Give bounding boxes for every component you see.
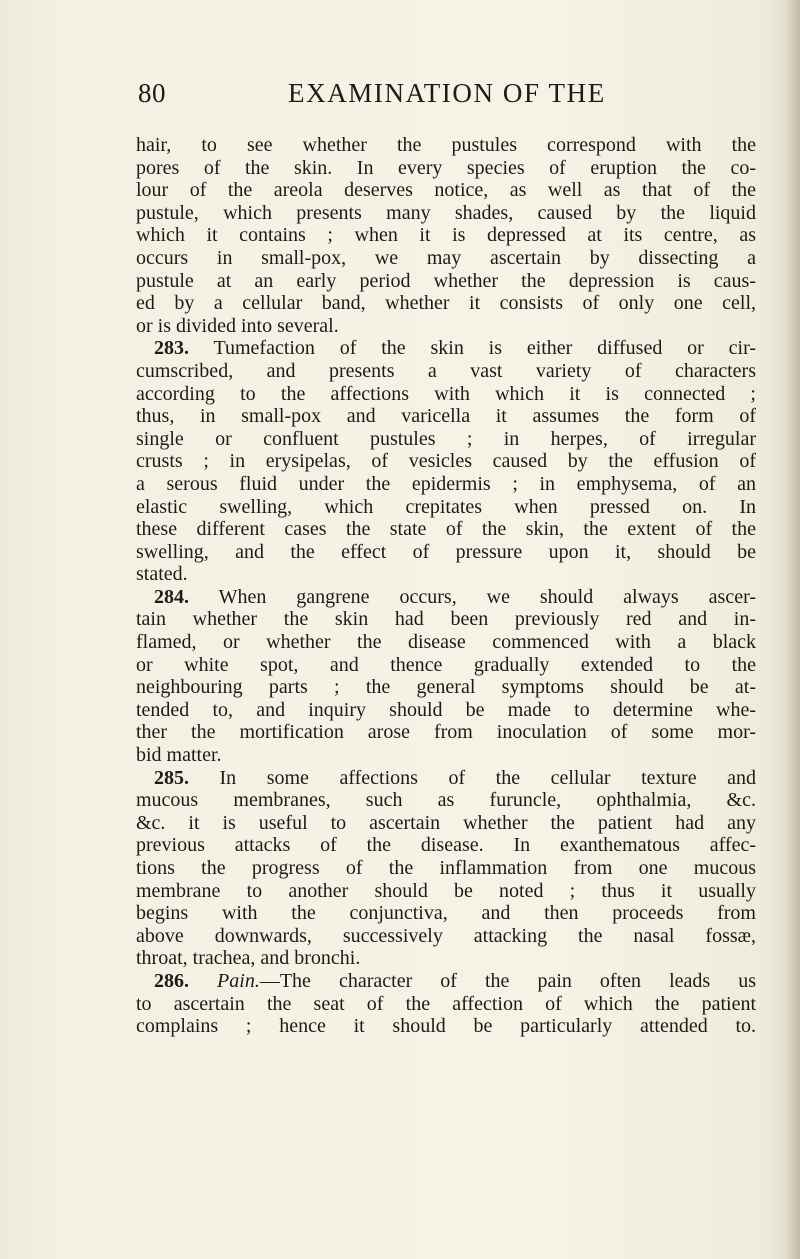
paragraph-283-start: 283. Tumefaction of the skin is either diffused or cir- <box>154 337 756 360</box>
text-line: ed by a cellular band, whether it consists of only one cell, <box>136 292 756 315</box>
text-line: cumscribed, and presents a vast variety of characters <box>136 359 756 382</box>
text-line: thus, in small-pox and varicella it assumes the form of <box>136 405 756 428</box>
text-line: throat, trachea, and bronchi. <box>136 947 361 970</box>
text-line: bid matter. <box>136 744 222 767</box>
text-line: mucous membranes, such as furuncle, ophthalmia, &c. <box>136 789 756 812</box>
text-line: or is divided into several. <box>136 314 339 337</box>
text-line: crusts ; in erysipelas, of vesicles caused by the effusion of <box>136 450 756 473</box>
text-line: membrane to another should be noted ; thus it usually <box>136 879 756 902</box>
text-line: elastic swelling, which crepitates when pressed on. In <box>136 495 756 518</box>
text-line: hair, to see whether the pustules correspond with the <box>136 134 756 156</box>
text-line: neighbouring parts ; the general symptoms should be at- <box>136 676 756 699</box>
paragraph-285-start: 285. In some affections of the cellular texture and <box>154 766 756 789</box>
text-line: &c. it is useful to ascertain whether the patient had any <box>136 811 756 834</box>
text-line: which it contains ; when it is depressed at its centre, as <box>136 224 756 247</box>
text-line: or white spot, and thence gradually extended to the <box>136 653 756 676</box>
running-head: EXAMINATION OF THE <box>288 78 606 108</box>
text-line: pustule, which presents many shades, caused by the liquid <box>136 201 756 224</box>
text-line: tions the progress of the inflammation from one mucous <box>136 857 756 879</box>
text-line: begins with the conjunctiva, and then proceeds from <box>136 902 756 925</box>
text-line: above downwards, successively attacking the nasal fossæ, <box>136 924 756 947</box>
text-line: to ascertain the seat of the affection of which the patient <box>136 992 756 1015</box>
text-line: ther the mortification arose from inoculation of some mor- <box>136 721 756 744</box>
text-line: pustule at an early period whether the depression is caus- <box>136 269 756 292</box>
text-line: stated. <box>136 563 188 586</box>
page-header <box>138 78 756 114</box>
text-line: flamed, or whether the disease commenced with a black <box>136 631 756 654</box>
paragraph-286-start: 286. Pain.—The character of the pain often leads us <box>154 969 756 992</box>
paragraph-284-start: 284. When gangrene occurs, we should always ascer- <box>154 585 756 608</box>
text-line: lour of the areola deserves notice, as well as that of the <box>136 179 756 202</box>
page-edge-shadow <box>786 0 800 1259</box>
text-line: pores of the skin. In every species of eruption the co- <box>136 156 756 179</box>
page-number: 80 <box>138 78 166 108</box>
text-line: complains ; hence it should be particularly attended to. <box>136 1015 756 1038</box>
text-line: tended to, and inquiry should be made to determine whe- <box>136 698 756 721</box>
text-line: previous attacks of the disease. In exanthematous affec- <box>136 834 756 857</box>
text-line: swelling, and the effect of pressure upon it, should be <box>136 540 756 563</box>
body-text <box>136 134 756 1038</box>
text-line: occurs in small-pox, we may ascertain by dissecting a <box>136 246 756 269</box>
text-line: single or confluent pustules ; in herpes, of irregular <box>136 427 756 450</box>
text-line: according to the affections with which it is connected ; <box>136 382 756 405</box>
text-line: these different cases the state of the skin, the extent of the <box>136 518 756 541</box>
text-line: tain whether the skin had been previously red and in- <box>136 608 756 631</box>
text-line: a serous fluid under the epidermis ; in emphysema, of an <box>136 472 756 495</box>
